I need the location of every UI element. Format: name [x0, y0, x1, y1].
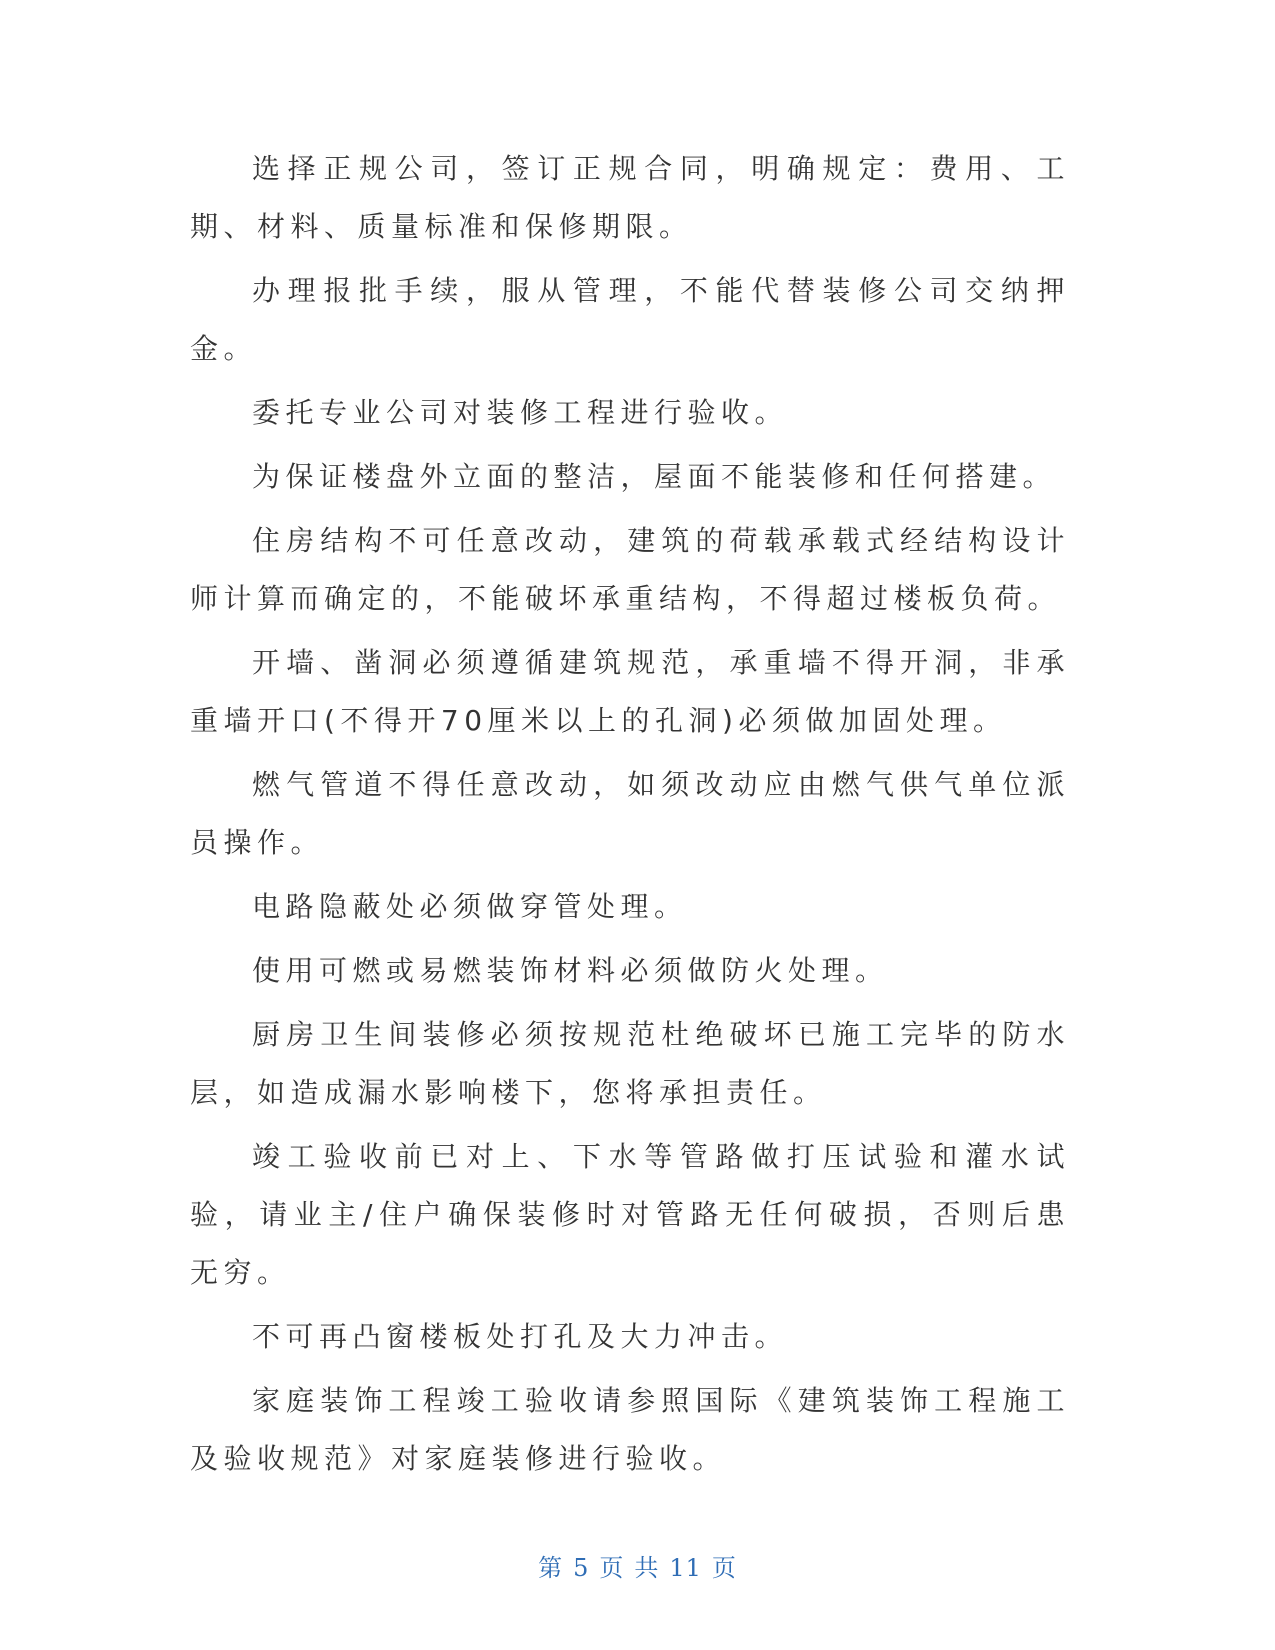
footer-page-word: 页 [599, 1554, 625, 1582]
paragraph-9: 使用可燃或易燃装饰材料必须做防火处理。 [252, 954, 889, 987]
paragraph-7: 燃气管道不得任意改动，如须改动应由燃气供气单位派员操作。 [190, 768, 1070, 859]
paragraph-3: 委托专业公司对装修工程进行验收。 [252, 396, 789, 429]
footer-suffix: 页 [711, 1554, 737, 1582]
paragraph-13: 家庭装饰工程竣工验收请参照国际《建筑装饰工程施工及验收规范》对家庭装修进行验收。 [190, 1384, 1070, 1475]
paragraph-1: 选择正规公司，签订正规合同，明确规定：费用、工期、材料、质量标准和保修期限。 [190, 152, 1070, 243]
footer-total-label: 共 [634, 1554, 660, 1582]
paragraph-4: 为保证楼盘外立面的整洁，屋面不能装修和任何搭建。 [252, 460, 1057, 493]
document-body [190, 140, 1070, 1494]
paragraph-5: 住房结构不可任意改动，建筑的荷载承载式经结构设计师计算而确定的，不能破坏承重结构，不得超过楼板负荷。 [190, 524, 1070, 615]
paragraph-2: 办理报批手续，服从管理，不能代替装修公司交纳押金。 [190, 274, 1070, 365]
paragraph-10: 厨房卫生间装修必须按规范杜绝破坏已施工完毕的防水层，如造成漏水影响楼下，您将承担责任。 [190, 1018, 1070, 1109]
paragraph-11: 竣工验收前已对上、下水等管路做打压试验和灌水试验，请业主/住户确保装修时对管路无任何破损，否则后患无穷。 [190, 1140, 1070, 1289]
paragraph-12: 不可再凸窗楼板处打孔及大力冲击。 [252, 1320, 789, 1353]
footer-prefix: 第 [538, 1554, 564, 1582]
paragraph-6: 开墙、凿洞必须遵循建筑规范，承重墙不得开洞，非承重墙开口(不得开70厘米以上的孔洞)必须做加固处理。 [190, 646, 1070, 737]
paragraph-8: 电路隐蔽处必须做穿管处理。 [252, 890, 688, 923]
page-number-footer [0, 1548, 1275, 1583]
footer-total-pages: 11 [669, 1554, 702, 1582]
footer-current-page: 5 [573, 1554, 590, 1582]
